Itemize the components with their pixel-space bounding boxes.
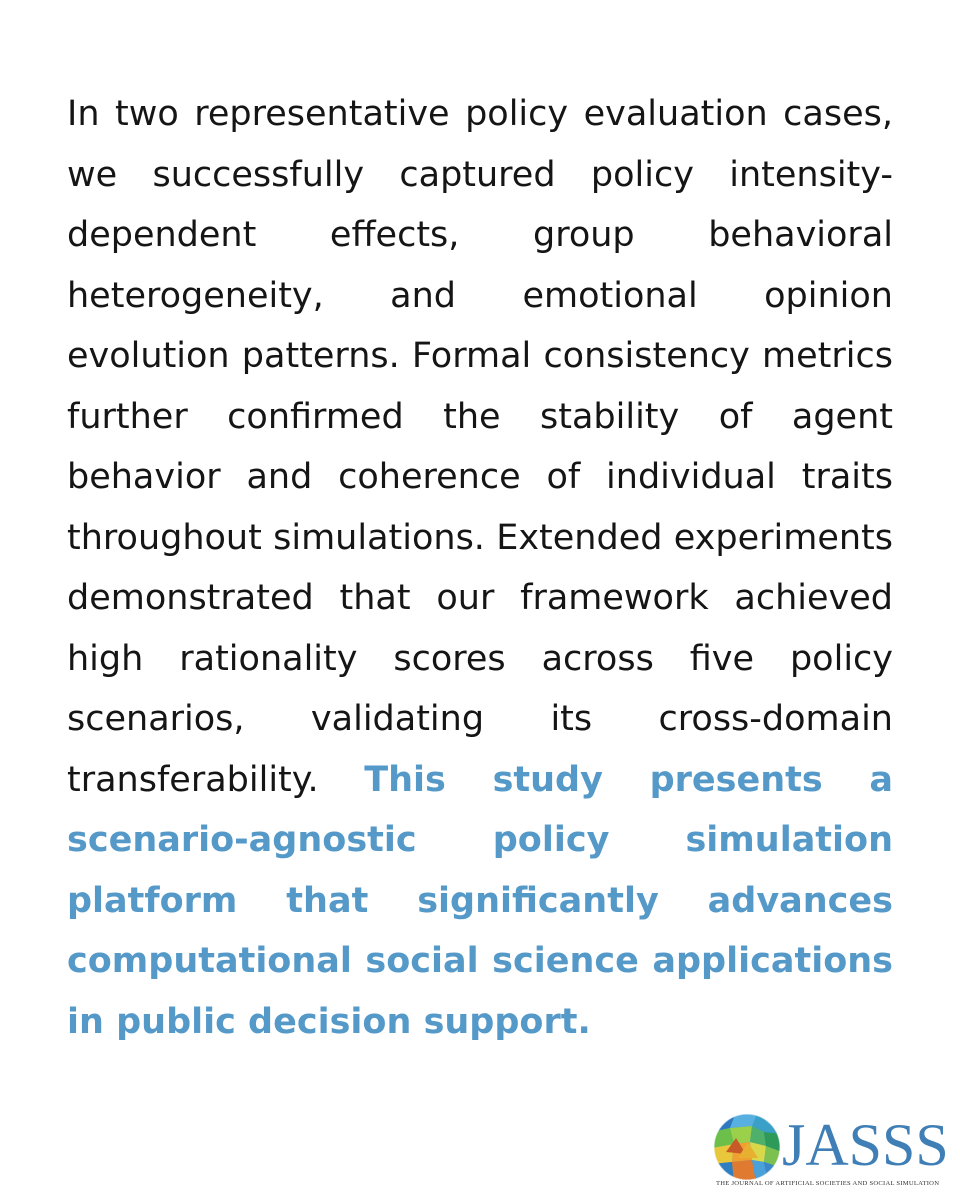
paragraph-text: In two representative policy evaluation cases, we successfully captured policy intensity-dependent effects, group behavioral heterogeneity, and emotional opinion evolution patterns. Formal consistency metrics further confirmed the stability of agent behavior and coherence of individual traits throughout simulations. Extended experiments demonstrated that our framework achieved high rationality scores across five policy scenarios, validating its cross-domain transferability.	[67, 94, 893, 800]
highlighted-conclusion: This study presents a scenario-agnostic policy simulation platform that significantly advances computational social science applications in public decision support.	[67, 759, 893, 1042]
logo-subtitle: THE JOURNAL OF ARTIFICIAL SOCIETIES AND SOCIAL SIMULATION	[716, 1180, 940, 1187]
logo-wordmark: JASSS	[782, 1112, 949, 1178]
jasss-logo	[706, 1108, 952, 1196]
mosaic-globe-icon	[712, 1112, 782, 1182]
abstract-paragraph	[67, 84, 893, 1052]
